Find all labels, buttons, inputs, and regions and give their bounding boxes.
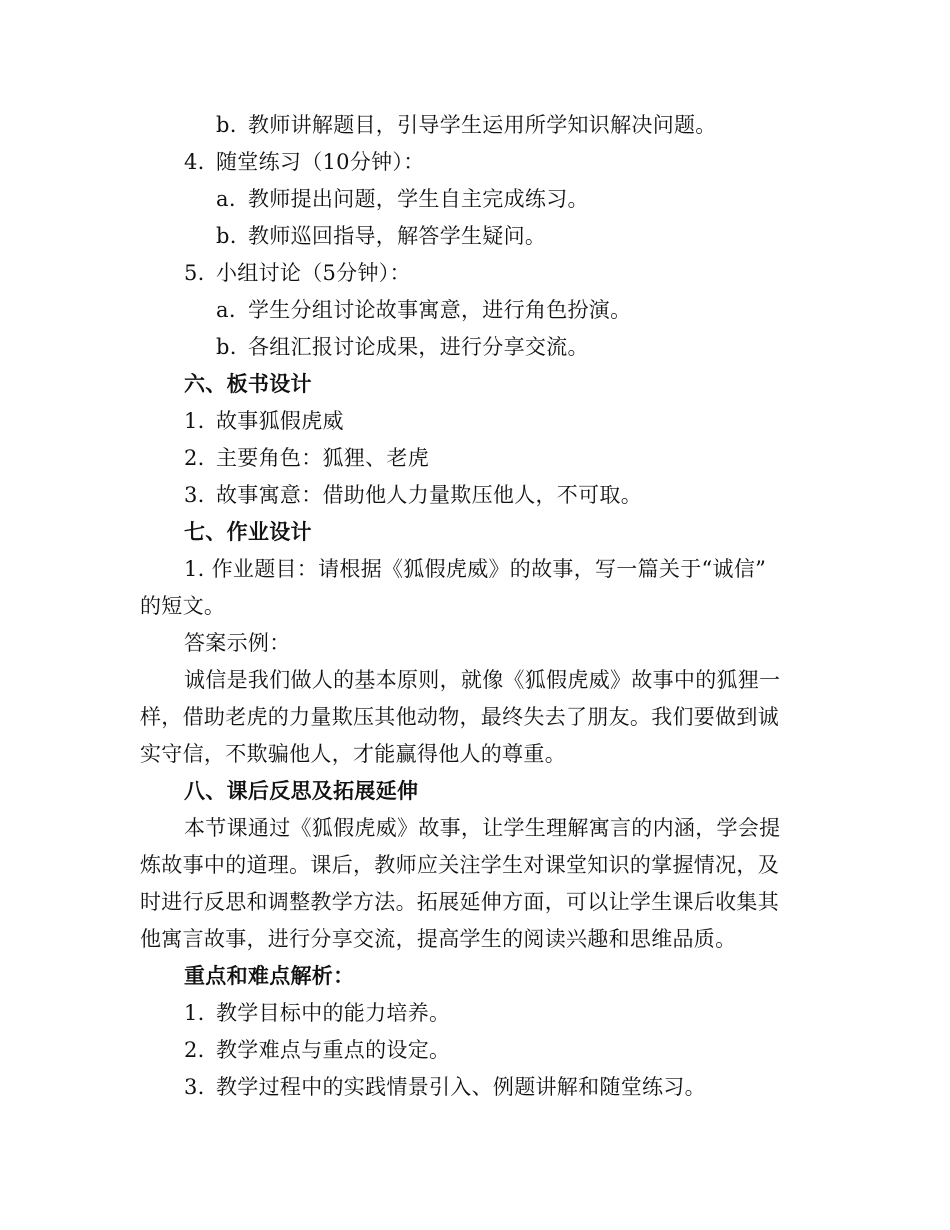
homework-question-line: 的短文。 [140, 594, 226, 618]
reflection-line: 他寓言故事，进行分享交流，提高学生的阅读兴趣和思维品质。 [140, 927, 737, 951]
reflection-line: 炼故事中的道理。课后，教师应关注学生对课堂知识的掌握情况，及 [140, 853, 779, 877]
answer-line: 样，借助老虎的力量欺压其他动物，最终失去了朋友。我们要做到诚 [140, 705, 779, 729]
list-item: b. 教师讲解题目，引导学生运用所学知识解决问题。 [216, 113, 717, 137]
reflection-line: 时进行反思和调整教学方法。拓展延伸方面，可以让学生课后收集其 [140, 890, 779, 914]
list-item: 2. 主要角色：狐狸、老虎 [184, 446, 429, 470]
list-item: 2. 教学难点与重点的设定。 [184, 1038, 451, 1062]
list-item: b. 教师巡回指导，解答学生疑问。 [216, 224, 547, 248]
list-item: 3. 故事寓意：借助他人力量欺压他人，不可取。 [184, 483, 642, 507]
homework-question-line: 1. 作业题目：请根据《狐假虎威》的故事，写一篇关于“诚信” [184, 557, 767, 581]
list-item: 1. 故事狐假虎威 [184, 409, 344, 433]
section-heading-board-design: 六、板书设计 [184, 372, 312, 396]
answer-line: 实守信，不欺骗他人，才能赢得他人的尊重。 [140, 742, 566, 766]
list-item: b. 各组汇报讨论成果，进行分享交流。 [216, 335, 589, 359]
list-item: 5. 小组讨论（5分钟）： [184, 261, 411, 285]
answer-label: 答案示例： [184, 631, 291, 655]
list-item: a. 学生分组讨论故事寓意，进行角色扮演。 [216, 298, 632, 322]
reflection-line: 本节课通过《狐假虎威》故事，让学生理解寓言的内涵，学会提 [184, 816, 781, 840]
list-item: 3. 教学过程中的实践情景引入、例题讲解和随堂练习。 [184, 1075, 706, 1099]
section-heading-key-points: 重点和难点解析： [184, 964, 355, 988]
list-item: a. 教师提出问题，学生自主完成练习。 [216, 187, 589, 211]
answer-line: 诚信是我们做人的基本原则，就像《狐假虎威》故事中的狐狸一 [184, 668, 781, 692]
document-body [140, 107, 800, 1106]
section-heading-homework: 七、作业设计 [184, 520, 312, 544]
section-heading-reflection: 八、课后反思及拓展延伸 [184, 779, 419, 803]
list-item: 4. 随堂练习（10分钟）： [184, 150, 425, 174]
list-item: 1. 教学目标中的能力培养。 [184, 1001, 451, 1025]
